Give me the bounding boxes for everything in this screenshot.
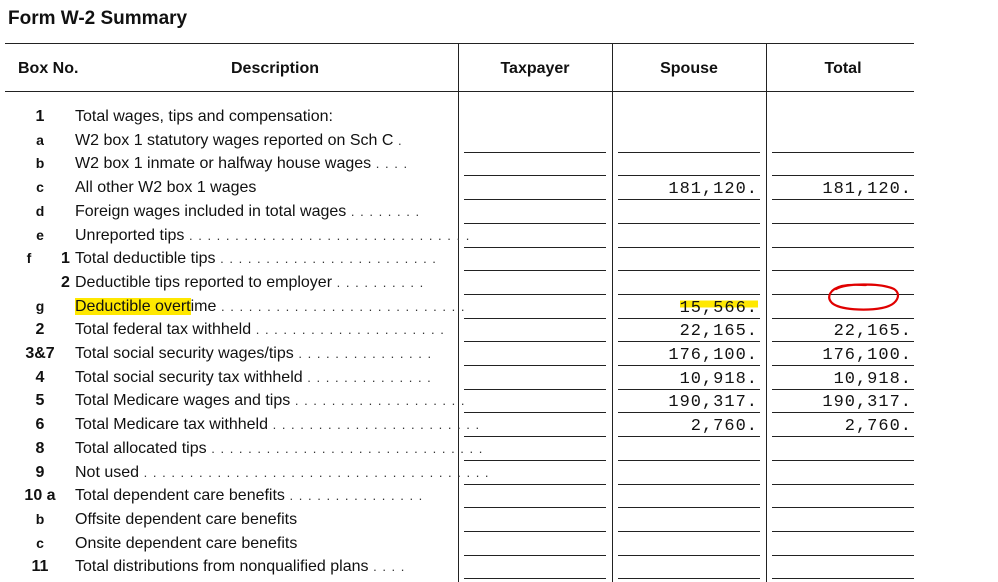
description-text: Total distributions from nonqualified plans [75,558,369,576]
box-number: d [35,202,45,219]
box-number: 4 [35,368,45,386]
dot-leader: . . . . . . . . . . [332,274,425,290]
line-description [75,369,447,389]
taxpayer-amount-field [464,367,606,390]
line-description [75,392,466,412]
spouse-amount-field [618,414,760,437]
total-amount-field [772,319,914,342]
dot-leader: . . . . . . . . . . . . . . . . . . . [290,393,466,409]
description-text: Total allocated tips [75,439,207,457]
spouse-amount-field [618,201,760,224]
dot-leader: . . . . . . . . . . . . . . . . . . . . . [251,322,445,338]
total-amount-field [772,248,914,271]
spouse-amount: 2,760. [690,417,758,437]
dot-leader: . . . . . . . . . . . . . . . . . . . . . . . [267,417,481,433]
table-row [0,556,998,579]
total-amount-field [772,485,914,508]
header-box-no: Box No. [18,60,79,77]
table-row [0,343,998,366]
spouse-amount-field [618,533,760,556]
spouse-amount-field [618,225,760,248]
line-description [75,132,447,152]
highlighted-text: Deductible overt [75,297,191,315]
total-amount-field [772,556,914,579]
spouse-amount-field [618,272,760,295]
taxpayer-amount-field [464,272,606,295]
box-number: 10 a [24,487,56,505]
description-text: Total dependent care benefits [75,487,285,505]
total-amount-field [772,509,914,532]
total-amount: 181,120. [822,180,912,200]
header-spouse: Spouse [660,60,718,77]
box-number: 9 [35,463,45,481]
line-description [75,535,447,555]
description-text: Deductible tips reported to employer [75,273,333,291]
table-row [0,248,998,271]
table-row [0,177,998,200]
taxpayer-amount-field [464,153,606,176]
form-title: Form W-2 Summary [8,8,188,29]
taxpayer-amount-field [464,509,606,532]
total-amount-field [772,462,914,485]
spouse-amount-field [618,319,760,342]
dot-leader: . . . . . . . . . . . . . . . [293,346,433,361]
line-description [75,250,447,270]
total-amount-field [772,153,914,176]
box-number: 11 [31,558,49,576]
total-amount-field [772,177,914,200]
box-number: b [35,155,45,172]
taxpayer-amount-field [464,485,606,508]
table-row [0,509,998,532]
box-number: c [36,534,44,551]
total-amount: 10,918. [833,369,912,389]
table-row [0,319,998,342]
spouse-amount: 190,317. [668,393,758,413]
sub-line-number: 1 [61,250,70,268]
header-bottom-rule [5,91,914,92]
taxpayer-amount-field [464,462,606,485]
spouse-amount-field [618,153,760,176]
line-description [75,108,447,128]
red-annotation-circle [826,283,900,311]
taxpayer-amount-field [464,556,606,579]
table-row [0,485,998,508]
total-amount-field [772,130,914,153]
line-description [75,203,447,223]
taxpayer-amount-field [464,130,606,153]
line-description [75,416,481,436]
total-amount-field [772,390,914,413]
total-amount-field [772,533,914,556]
spouse-amount: 10,918. [679,369,758,389]
description-text: Total wages, tips and compensation: [75,108,333,125]
table-row [0,201,998,224]
description-text: Foreign wages included in total wages [75,202,347,220]
spouse-amount-field [618,367,760,390]
description-text: Total federal tax withheld [75,321,252,339]
table-row [0,462,998,485]
line-description [75,439,484,460]
table-top-rule [5,43,914,44]
dot-leader: . . . . . . . . . . . . . . . . . . . . . . . . . . . [216,298,466,314]
table-row [0,438,998,461]
description-text: Total deductible tips [75,250,216,268]
table-row [0,533,998,556]
box-number: f [26,250,32,267]
line-description [75,321,447,341]
total-amount: 2,760. [844,417,912,437]
taxpayer-amount-field [464,343,606,366]
description-text: Onsite dependent care benefits [75,534,298,552]
sub-line-number: 2 [61,273,70,291]
dot-leader: . . . . . . . . . . . . . . . . . . . . . . . . . . . . . . [206,440,484,456]
total-amount-field [772,414,914,437]
spouse-amount-field [618,177,760,200]
line-description [75,511,447,531]
dot-leader: . . . . [371,156,409,172]
spouse-amount-field [618,462,760,485]
spouse-amount: 15,566. [679,298,758,318]
table-row [0,153,998,176]
taxpayer-amount-field [464,390,606,413]
spouse-amount-field [618,556,760,579]
description-text: W2 box 1 statutory wages reported on Sch C [75,131,394,149]
box-number: 5 [35,392,45,410]
dot-leader: . . . . . . . . [346,203,421,219]
box-number: 2 [35,321,45,339]
line-description [75,463,490,484]
taxpayer-amount-field [464,225,606,248]
line-description [75,487,447,507]
spouse-amount: 22,165. [679,322,758,342]
dot-leader: . . . . [368,559,406,575]
taxpayer-amount-field [464,414,606,437]
spouse-amount: 176,100. [668,346,758,365]
header-description: Description [230,60,319,77]
total-amount-field [772,201,914,224]
dot-leader: . . . . . . . . . . . . . . [302,369,432,385]
description-text: Total Medicare wages and tips [75,392,291,410]
description-text: Not used [75,463,140,481]
dot-leader: . . . . . . . . . . . . . . . . . . . . . . . . [215,251,437,267]
line-description [75,297,466,318]
box-number: a [36,131,44,148]
description-text: ime [190,297,217,315]
header-total: Total [824,60,862,77]
box-number: 8 [35,439,45,457]
taxpayer-amount-field [464,438,606,461]
spouse-amount-field [618,485,760,508]
total-amount-field [772,343,914,366]
line-description [75,226,471,247]
spouse-amount: 181,120. [668,180,758,200]
table-row [0,130,998,153]
total-amount: 176,100. [822,346,912,365]
table-row [0,367,998,390]
line-description [75,179,447,199]
description-text: W2 box 1 inmate or halfway house wages [75,155,372,173]
spouse-amount-field [618,296,760,319]
box-number: 3&7 [25,345,55,362]
spouse-amount-field [618,509,760,532]
taxpayer-amount-field [464,248,606,271]
dot-leader: . [393,132,403,148]
line-description [75,274,447,294]
total-amount: 22,165. [833,322,912,342]
taxpayer-amount-field [464,201,606,224]
line-description [75,558,447,578]
box-number: 1 [35,108,45,125]
dot-leader: . . . . . . . . . . . . . . . [284,488,424,504]
taxpayer-amount-field [464,319,606,342]
box-number: 6 [35,416,45,434]
box-number: c [36,179,44,196]
total-amount-field [772,225,914,248]
spouse-amount-field [618,343,760,366]
spouse-amount-field [618,390,760,413]
table-row [0,106,998,129]
description-text: Total Medicare tax withheld [75,416,268,434]
total-amount: 190,317. [822,393,912,413]
dot-leader: . . . . . . . . . . . . . . . . . . . . . . . . . . . . . . . . . . . . . . [139,464,490,480]
description-text: Total social security wages/tips [75,345,294,362]
line-description [75,345,447,365]
table-row [0,225,998,248]
box-number: e [36,226,44,243]
description-text: Total social security tax withheld [75,368,303,386]
description-text: Offsite dependent care benefits [75,510,298,528]
taxpayer-amount-field [464,177,606,200]
header-taxpayer: Taxpayer [500,60,570,77]
box-number: b [35,510,45,527]
spouse-amount-field [618,248,760,271]
spouse-amount-field [618,130,760,153]
description-text: All other W2 box 1 wages [75,179,257,197]
taxpayer-amount-field [464,296,606,319]
dot-leader: . . . . . . . . . . . . . . . . . . . . . . . . . . . . . . . [184,227,471,243]
table-row [0,414,998,437]
box-number: g [35,297,45,314]
table-row [0,390,998,413]
spouse-amount-field [618,438,760,461]
total-amount-field [772,438,914,461]
taxpayer-amount-field [464,533,606,556]
total-amount-field [772,367,914,390]
description-text: Unreported tips [75,226,185,244]
line-description [75,155,447,175]
